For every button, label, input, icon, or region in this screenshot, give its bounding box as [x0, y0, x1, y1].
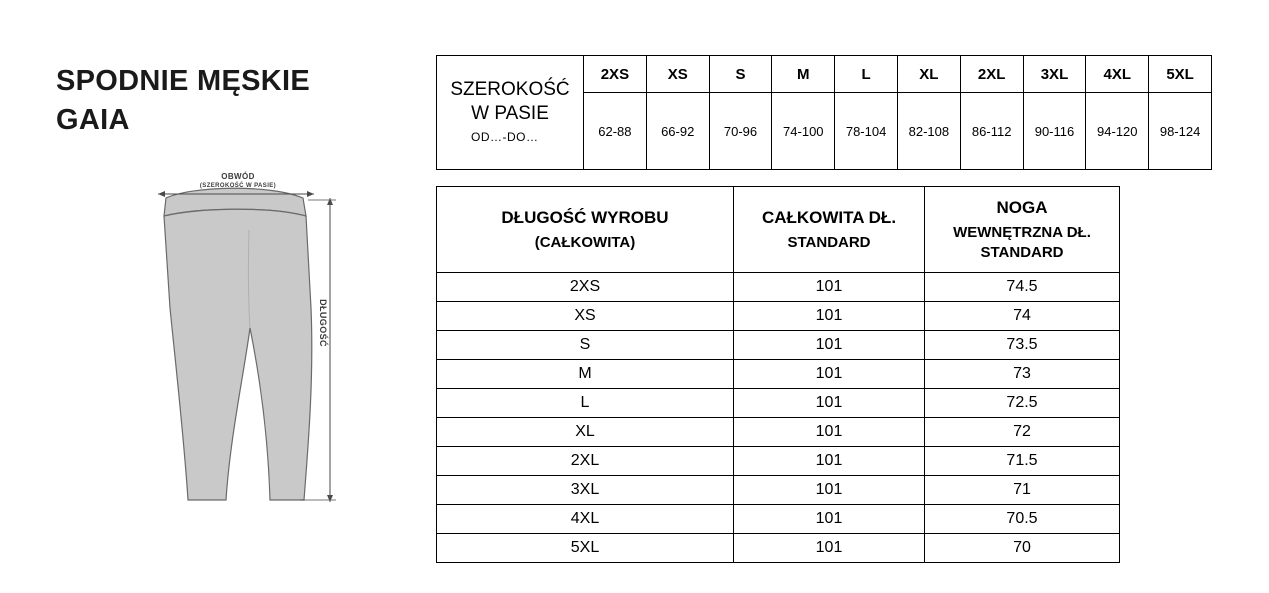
row-inseam-cell: 74.5 — [925, 273, 1120, 302]
product-title-line1: SPODNIE MĘSKIE — [56, 65, 310, 97]
table-row — [437, 505, 1120, 534]
waist-value-cell: 86-112 — [960, 93, 1023, 170]
row-total-cell: 101 — [734, 389, 925, 418]
row-total-cell: 101 — [734, 447, 925, 476]
waist-measure-label: OBWÓD — [221, 172, 255, 181]
row-inseam-cell: 70.5 — [925, 505, 1120, 534]
row-inseam-cell: 74 — [925, 302, 1120, 331]
size-header-cell: XS — [646, 56, 709, 93]
row-size-cell: 3XL — [437, 476, 734, 505]
size-header-cell: M — [772, 56, 835, 93]
inseam-column-header-main: NOGA — [996, 198, 1048, 217]
size-header-cell: 4XL — [1086, 56, 1149, 93]
row-total-cell: 101 — [734, 360, 925, 389]
waist-measure-sublabel: (SZEROKOŚĆ W PASIE) — [199, 183, 277, 189]
size-header-cell: 5XL — [1149, 56, 1212, 93]
row-inseam-cell: 73.5 — [925, 331, 1120, 360]
length-size-table — [436, 186, 1120, 563]
table-row — [437, 476, 1120, 505]
table-row — [437, 56, 1212, 93]
size-header-cell: XL — [897, 56, 960, 93]
row-total-cell: 101 — [734, 534, 925, 563]
table-row — [437, 331, 1120, 360]
row-size-cell: 4XL — [437, 505, 734, 534]
length-arrow-bottom-icon — [327, 495, 333, 502]
size-header-cell: 3XL — [1023, 56, 1086, 93]
inseam-column-header-sub: WEWNĘTRZNA DŁ. STANDARD — [953, 224, 1091, 261]
table-row — [437, 360, 1120, 389]
length-size-column-header-sub: (CAŁKOWITA) — [534, 233, 636, 251]
page-title — [56, 62, 436, 140]
row-inseam-cell: 71.5 — [925, 447, 1120, 476]
row-inseam-cell: 71 — [925, 476, 1120, 505]
waist-value-cell: 78-104 — [835, 93, 898, 170]
waist-value-cell: 66-92 — [646, 93, 709, 170]
row-size-cell: XS — [437, 302, 734, 331]
waist-value-cell: 74-100 — [772, 93, 835, 170]
waist-size-table — [436, 55, 1212, 170]
table-row — [437, 418, 1120, 447]
length-measure-label: DŁUGOŚĆ — [318, 299, 328, 347]
waist-arrow-right-icon — [307, 191, 314, 197]
waist-row-header-line1: SZEROKOŚĆ — [450, 79, 570, 101]
row-total-cell: 101 — [734, 418, 925, 447]
row-size-cell: L — [437, 389, 734, 418]
table-row — [437, 447, 1120, 476]
size-header-cell: S — [709, 56, 772, 93]
trousers-illustration — [118, 168, 378, 528]
row-inseam-cell: 70 — [925, 534, 1120, 563]
row-total-cell: 101 — [734, 273, 925, 302]
table-row — [437, 302, 1120, 331]
row-total-cell: 101 — [734, 331, 925, 360]
row-inseam-cell: 72 — [925, 418, 1120, 447]
waist-arrow-left-icon — [158, 191, 165, 197]
waist-value-cell: 82-108 — [897, 93, 960, 170]
waist-value-cell: 98-124 — [1149, 93, 1212, 170]
size-header-cell: 2XS — [584, 56, 647, 93]
row-size-cell: 2XS — [437, 273, 734, 302]
row-size-cell: 5XL — [437, 534, 734, 563]
waist-row-header — [437, 56, 584, 170]
garment-diagram — [118, 168, 378, 528]
product-title-line2: GAIA — [56, 104, 130, 137]
row-size-cell: M — [437, 360, 734, 389]
size-header-cell: 2XL — [960, 56, 1023, 93]
waist-row-header-line2: W PASIE — [471, 103, 549, 124]
row-total-cell: 101 — [734, 505, 925, 534]
row-size-cell: 2XL — [437, 447, 734, 476]
waist-value-cell: 62-88 — [584, 93, 647, 170]
size-header-cell: L — [835, 56, 898, 93]
table-header-row — [437, 187, 1120, 273]
row-total-cell: 101 — [734, 302, 925, 331]
waist-row-header-sub: OD…-DO… — [471, 129, 539, 144]
table-row — [437, 534, 1120, 563]
total-length-column-header-main: CAŁKOWITA DŁ. — [761, 207, 897, 227]
product-info-panel — [0, 0, 436, 593]
row-size-cell: XL — [437, 418, 734, 447]
length-arrow-top-icon — [327, 198, 333, 205]
waist-value-cell: 70-96 — [709, 93, 772, 170]
row-inseam-cell: 73 — [925, 360, 1120, 389]
length-size-column-header-main: DŁUGOŚĆ WYROBU — [501, 207, 669, 227]
length-size-column-header — [437, 187, 734, 273]
row-inseam-cell: 72.5 — [925, 389, 1120, 418]
trousers-body-shape — [164, 209, 312, 500]
waist-value-cell: 90-116 — [1023, 93, 1086, 170]
total-length-column-header-sub: STANDARD — [787, 233, 871, 251]
row-size-cell: S — [437, 331, 734, 360]
waist-value-cell: 94-120 — [1086, 93, 1149, 170]
table-row — [437, 273, 1120, 302]
total-length-column-header — [734, 187, 925, 273]
inseam-column-header — [925, 187, 1120, 273]
table-row — [437, 389, 1120, 418]
row-total-cell: 101 — [734, 476, 925, 505]
